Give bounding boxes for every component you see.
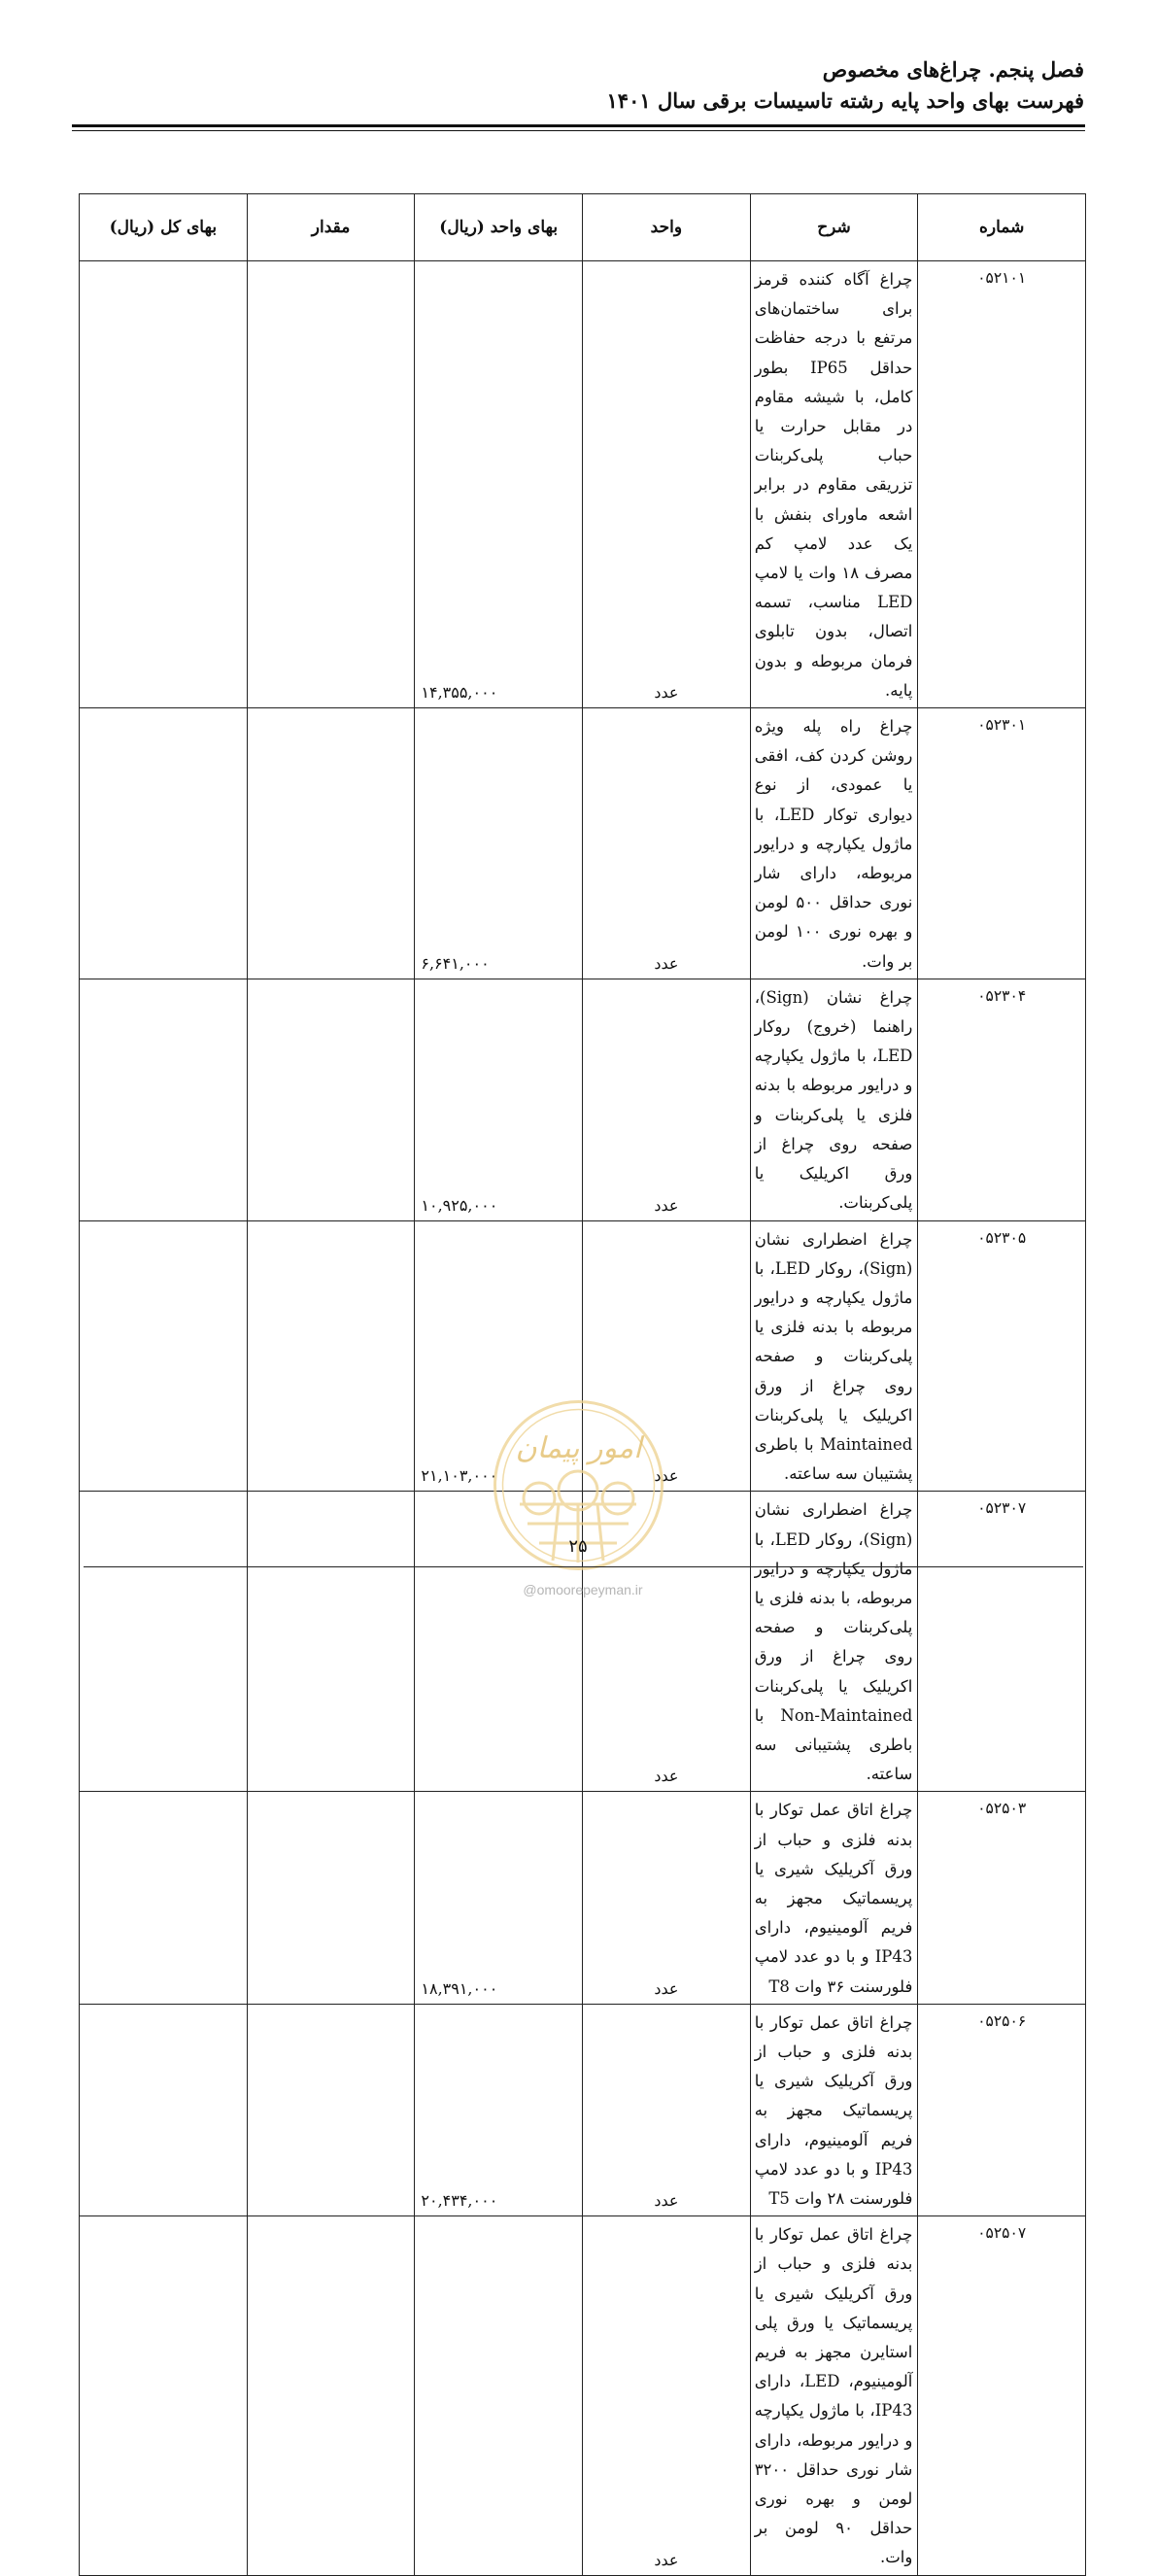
page-header [73,54,1084,117]
item-description: چراغ آگاه کننده قرمز برای ساختمان‌های مرتفع با درجه حفاظت حداقل IP65 بطور کامل، با شیشه مقاوم در مقابل حرارت یا حباب پلی‌کربنات تزریقی مقاوم در برابر اشعه ماورای بنفش با یک عدد لامپ کم مصرف ۱۸ وات یا لامپ LED مناسب، تسمه اتصال، بدون تابلوی فرمان مربوطه و بدون پایه. [750,261,918,708]
website-watermark: @omoorepeyman.ir [523,1582,643,1597]
item-code: ۰۵۲۳۰۷ [918,1492,1086,1792]
column-header-unit: واحد [583,194,751,261]
item-unit-price: ۲۰,۴۳۴,۰۰۰ [415,2004,583,2215]
item-quantity [247,1492,415,1792]
header-rule-thin [72,130,1085,131]
item-unit: عدد [583,1220,751,1492]
column-header-code: شماره [918,194,1086,261]
column-header-description: شرح [750,194,918,261]
price-table [79,193,1086,2576]
item-unit: عدد [583,2216,751,2575]
item-unit: عدد [583,261,751,708]
item-unit: عدد [583,979,751,1220]
item-total-price [80,2216,248,2575]
item-code: ۰۵۲۵۰۶ [918,2004,1086,2215]
item-quantity [247,2004,415,2215]
item-unit-price: ۱۸,۳۹۱,۰۰۰ [415,1792,583,2004]
item-unit: عدد [583,2004,751,2215]
column-header-quantity: مقدار [247,194,415,261]
item-total-price [80,2004,248,2215]
table-row [80,979,1086,1220]
item-total-price [80,979,248,1220]
table-row [80,708,1086,979]
item-description: چراغ راه پله ویژه روشن کردن کف، افقی یا عمودی، از نوع دیواری توکار LED، با ماژول یکپارچه و درایور مربوطه، دارای شار نوری حداقل ۵۰۰ لومن و بهره نوری ۱۰۰ لومن بر وات. [750,708,918,979]
item-total-price [80,1792,248,2004]
item-total-price [80,1492,248,1792]
item-code: ۰۵۲۳۰۵ [918,1220,1086,1492]
price-list-title: فهرست بهای واحد پایه رشته تاسیسات برقی سال ۱۴۰۱ [606,88,1084,113]
item-unit-price [415,2216,583,2575]
item-code: ۰۵۲۳۰۴ [918,979,1086,1220]
header-rule-thick [72,124,1085,127]
item-total-price [80,1220,248,1492]
item-description: چراغ اضطراری نشان (Sign)، روکار LED، با ماژول یکپارچه و درایور مربوطه با بدنه فلزی یا پلی‌کربنات و صفحه روی چراغ از ورق اکریلیک یا پلی‌کربنات Maintained با باطری پشتیبان سه ساعته. [750,1220,918,1492]
item-quantity [247,1220,415,1492]
table-header-row [80,194,1086,261]
item-unit: عدد [583,708,751,979]
footer-rule [84,1566,1083,1567]
item-unit: عدد [583,1792,751,2004]
page-number: ۲۵ [568,1536,588,1557]
item-quantity [247,1792,415,2004]
table-row [80,261,1086,708]
item-unit-price: ۱۴,۳۵۵,۰۰۰ [415,261,583,708]
seal-lettering: امور پیمان [515,1431,642,1465]
item-description: چراغ اتاق عمل توکار با بدنه فلزی و حباب از ورق آکریلیک شیری یا پریسماتیک یا ورق پلی استایرن مجهز به فریم آلومینیوم، LED، دارای IP43، با ماژول یکپارچه و درایور مربوطه، دارای شار نوری حداقل ۳۲۰۰ لومن و بهره نوری حداقل ۹۰ لومن بر وات. [750,2216,918,2575]
table-row [80,2216,1086,2575]
item-quantity [247,979,415,1220]
column-header-unit-price: بهای واحد (ریال) [415,194,583,261]
item-description: چراغ اضطراری نشان (Sign)، روکار LED، با ماژول یکپارچه و درایور مربوطه، با بدنه فلزی یا پلی‌کربنات و صفحه روی چراغ از ورق اکریلیک یا پلی‌کربنات Non-Maintained با باطری پشتیبانی سه ساعته. [750,1492,918,1792]
column-header-total-price: بهای کل (ریال) [80,194,248,261]
table-row [80,1792,1086,2004]
table-row [80,2004,1086,2215]
item-unit-price: ۲۱,۱۰۳,۰۰۰ [415,1220,583,1492]
item-unit-price: ۶,۶۴۱,۰۰۰ [415,708,583,979]
item-code: ۰۵۲۳۰۱ [918,708,1086,979]
item-code: ۰۵۲۵۰۷ [918,2216,1086,2575]
item-code: ۰۵۲۵۰۳ [918,1792,1086,2004]
item-total-price [80,708,248,979]
item-unit-price: ۱۰,۹۲۵,۰۰۰ [415,979,583,1220]
item-description: چراغ اتاق عمل توکار با بدنه فلزی و حباب از ورق آکریلیک شیری یا پریسماتیک مجهز به فریم آلومینیوم، دارای IP43 و با دو عدد لامپ فلورسنت ۳۶ وات T8 [750,1792,918,2004]
item-code: ۰۵۲۱۰۱ [918,261,1086,708]
item-quantity [247,708,415,979]
item-description: چراغ نشان (Sign)، راهنما (خروج) روکار LED، با ماژول یکپارچه و درایور مربوطه با بدنه فلزی یا پلی‌کربنات و صفحه روی چراغ از ورق اکریلیک یا پلی‌کربنات. [750,979,918,1220]
item-quantity [247,261,415,708]
item-quantity [247,2216,415,2575]
item-description: چراغ اتاق عمل توکار با بدنه فلزی و حباب از ورق آکریلیک شیری یا پریسماتیک مجهز به فریم آلومینیوم، دارای IP43 و با دو عدد لامپ فلورسنت ۲۸ وات T5 [750,2004,918,2215]
chapter-title: فصل پنجم. چراغ‌های مخصوص [822,57,1084,82]
item-total-price [80,261,248,708]
item-unit: عدد [583,1492,751,1792]
